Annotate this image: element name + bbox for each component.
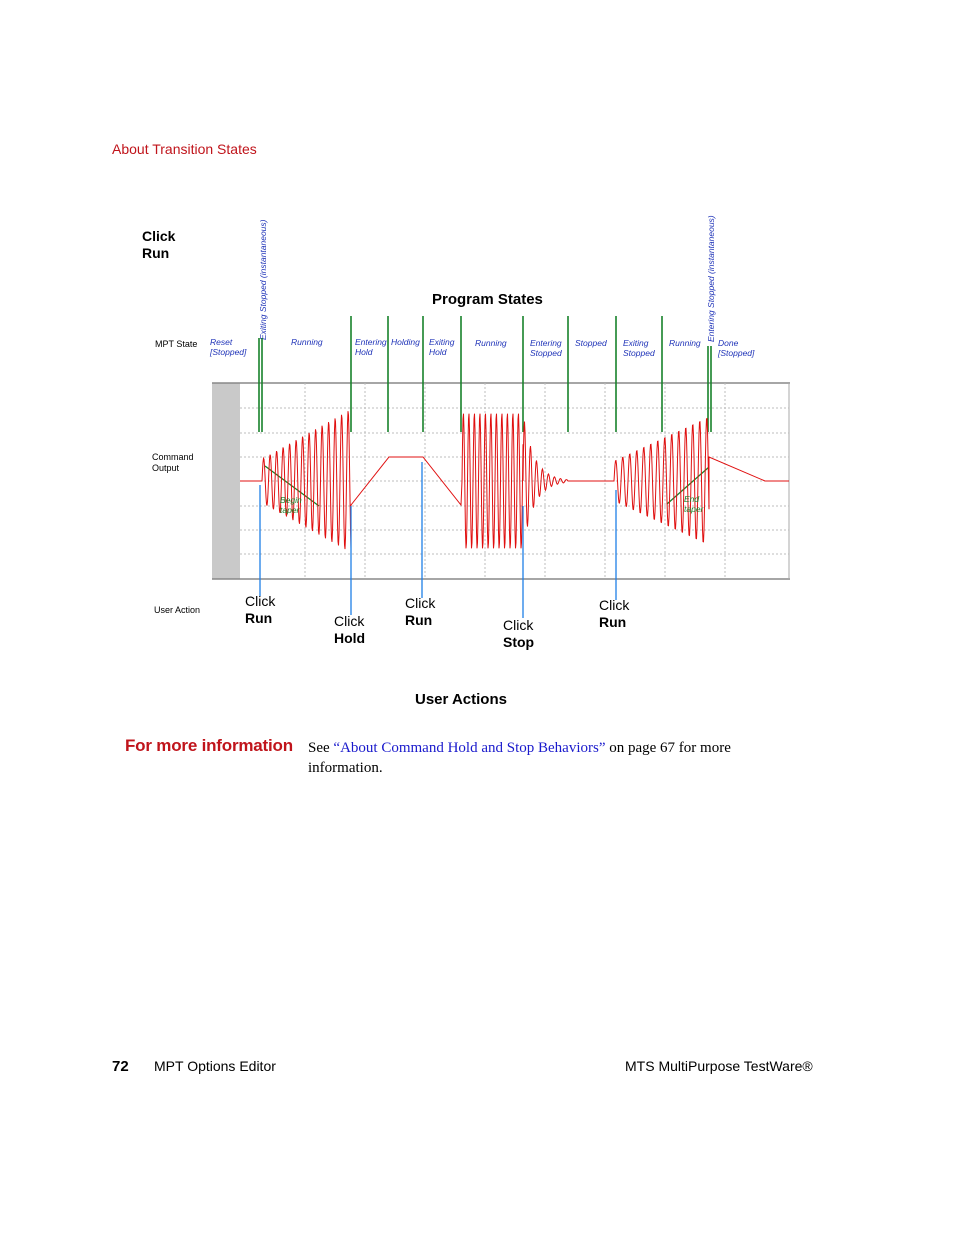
more-info-heading: For more information: [125, 736, 293, 755]
state-exiting-hold: Exiting Hold: [429, 337, 455, 357]
running-head: About Transition States: [112, 141, 257, 157]
user-action-click-hold: Click Hold: [334, 613, 366, 646]
user-action-click-run-1: Click Run: [245, 593, 276, 626]
command-output-signal: [240, 411, 789, 549]
mpt-state-row-label: MPT State: [155, 339, 198, 349]
state-entering-stopped: Entering Stopped: [530, 338, 562, 358]
command-output-row-label: Command Output: [152, 452, 194, 473]
user-actions-title: User Actions: [415, 691, 507, 708]
state-stopped: Stopped: [575, 338, 607, 348]
end-taper-label: End taper: [684, 494, 704, 514]
callout-click-run: Click Run: [142, 228, 176, 261]
y-axis-band: [212, 383, 240, 579]
program-states-title: Program States: [432, 291, 543, 308]
user-action-click-run-2: Click Run: [405, 595, 436, 628]
begin-taper-label: Begin taper: [280, 495, 302, 515]
page-number: 72: [112, 1058, 129, 1075]
user-action-lines: [260, 462, 616, 618]
footer-right-title: MTS MultiPurpose TestWare®: [625, 1058, 813, 1074]
user-action-click-run-3: Click Run: [599, 597, 630, 630]
state-running-2: Running: [475, 338, 507, 348]
vertical-state-exiting-stopped: Exiting Stopped (instantaneous): [258, 219, 268, 340]
user-action-click-stop: Click Stop: [503, 617, 535, 650]
state-done-stopped: Done [Stopped]: [718, 338, 755, 358]
state-holding: Holding: [391, 337, 420, 347]
state-running-1: Running: [291, 337, 323, 347]
state-entering-hold: Entering Hold: [355, 337, 387, 357]
footer-left-title: MPT Options Editor: [154, 1058, 276, 1074]
vertical-state-entering-stopped: Entering Stopped (instantaneous): [706, 215, 716, 342]
state-exiting-stopped: Exiting Stopped: [623, 338, 655, 358]
cross-reference-link[interactable]: “About Command Hold and Stop Behaviors”: [333, 740, 606, 756]
user-action-row-label: User Action: [154, 605, 201, 615]
more-info-text: See “About Command Hold and Stop Behaviors” on page 67 for more information.: [308, 740, 731, 776]
state-running-3: Running: [669, 338, 701, 348]
state-reset-stopped: Reset [Stopped]: [210, 337, 247, 357]
